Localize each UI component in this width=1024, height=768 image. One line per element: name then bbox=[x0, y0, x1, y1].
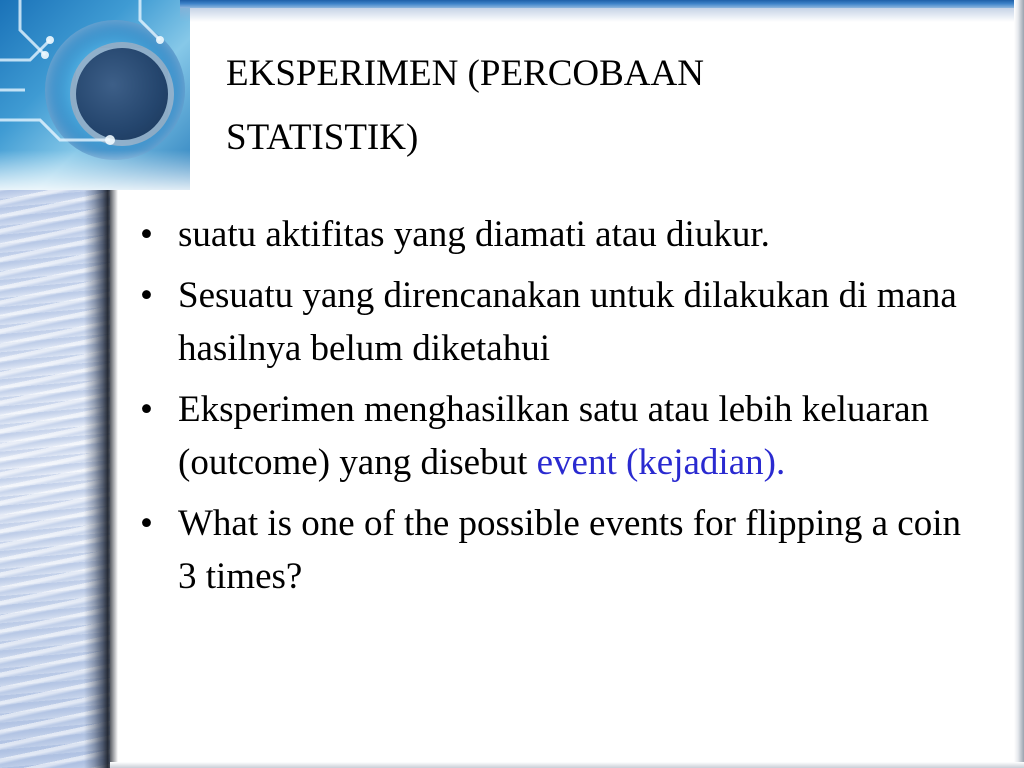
left-strip-shadow bbox=[84, 185, 118, 768]
bullet-item bbox=[140, 383, 970, 489]
bullet-text: Eksperimen menghasilkan satu atau lebih keluaran (outcome) yang disebut bbox=[178, 389, 930, 483]
slide-title-line-1: EKSPERIMEN (PERCOBAAN bbox=[226, 53, 704, 94]
bullet-text: suatu aktifitas yang diamati atau diukur. bbox=[178, 214, 770, 255]
bullet-dot: • bbox=[140, 389, 153, 430]
bullet-dot: • bbox=[140, 214, 153, 255]
bullet-dot: • bbox=[140, 503, 153, 544]
top-bar-shade bbox=[180, 8, 1024, 22]
bullet-dot: • bbox=[140, 275, 153, 316]
top-accent-bar bbox=[180, 0, 1024, 8]
slide-body bbox=[140, 208, 970, 611]
slide-title-line-2: STATISTIK) bbox=[226, 117, 419, 158]
bullet-text: What is one of the possible events for flipping a coin 3 times? bbox=[178, 503, 961, 597]
right-edge-shadow bbox=[1014, 0, 1024, 768]
bullet-text: Sesuatu yang direncanakan untuk dilakukan di mana hasilnya belum diketahui bbox=[178, 275, 957, 369]
corner-fade bbox=[0, 150, 190, 190]
slide-title bbox=[226, 42, 986, 170]
bottom-edge-shadow bbox=[110, 762, 1024, 768]
bullet-item bbox=[140, 269, 970, 375]
bullet-highlight-text: event (kejadian). bbox=[536, 442, 786, 483]
corner-circuit-graphic bbox=[0, 0, 190, 190]
bullet-item bbox=[140, 497, 970, 603]
bullet-item bbox=[140, 208, 970, 261]
